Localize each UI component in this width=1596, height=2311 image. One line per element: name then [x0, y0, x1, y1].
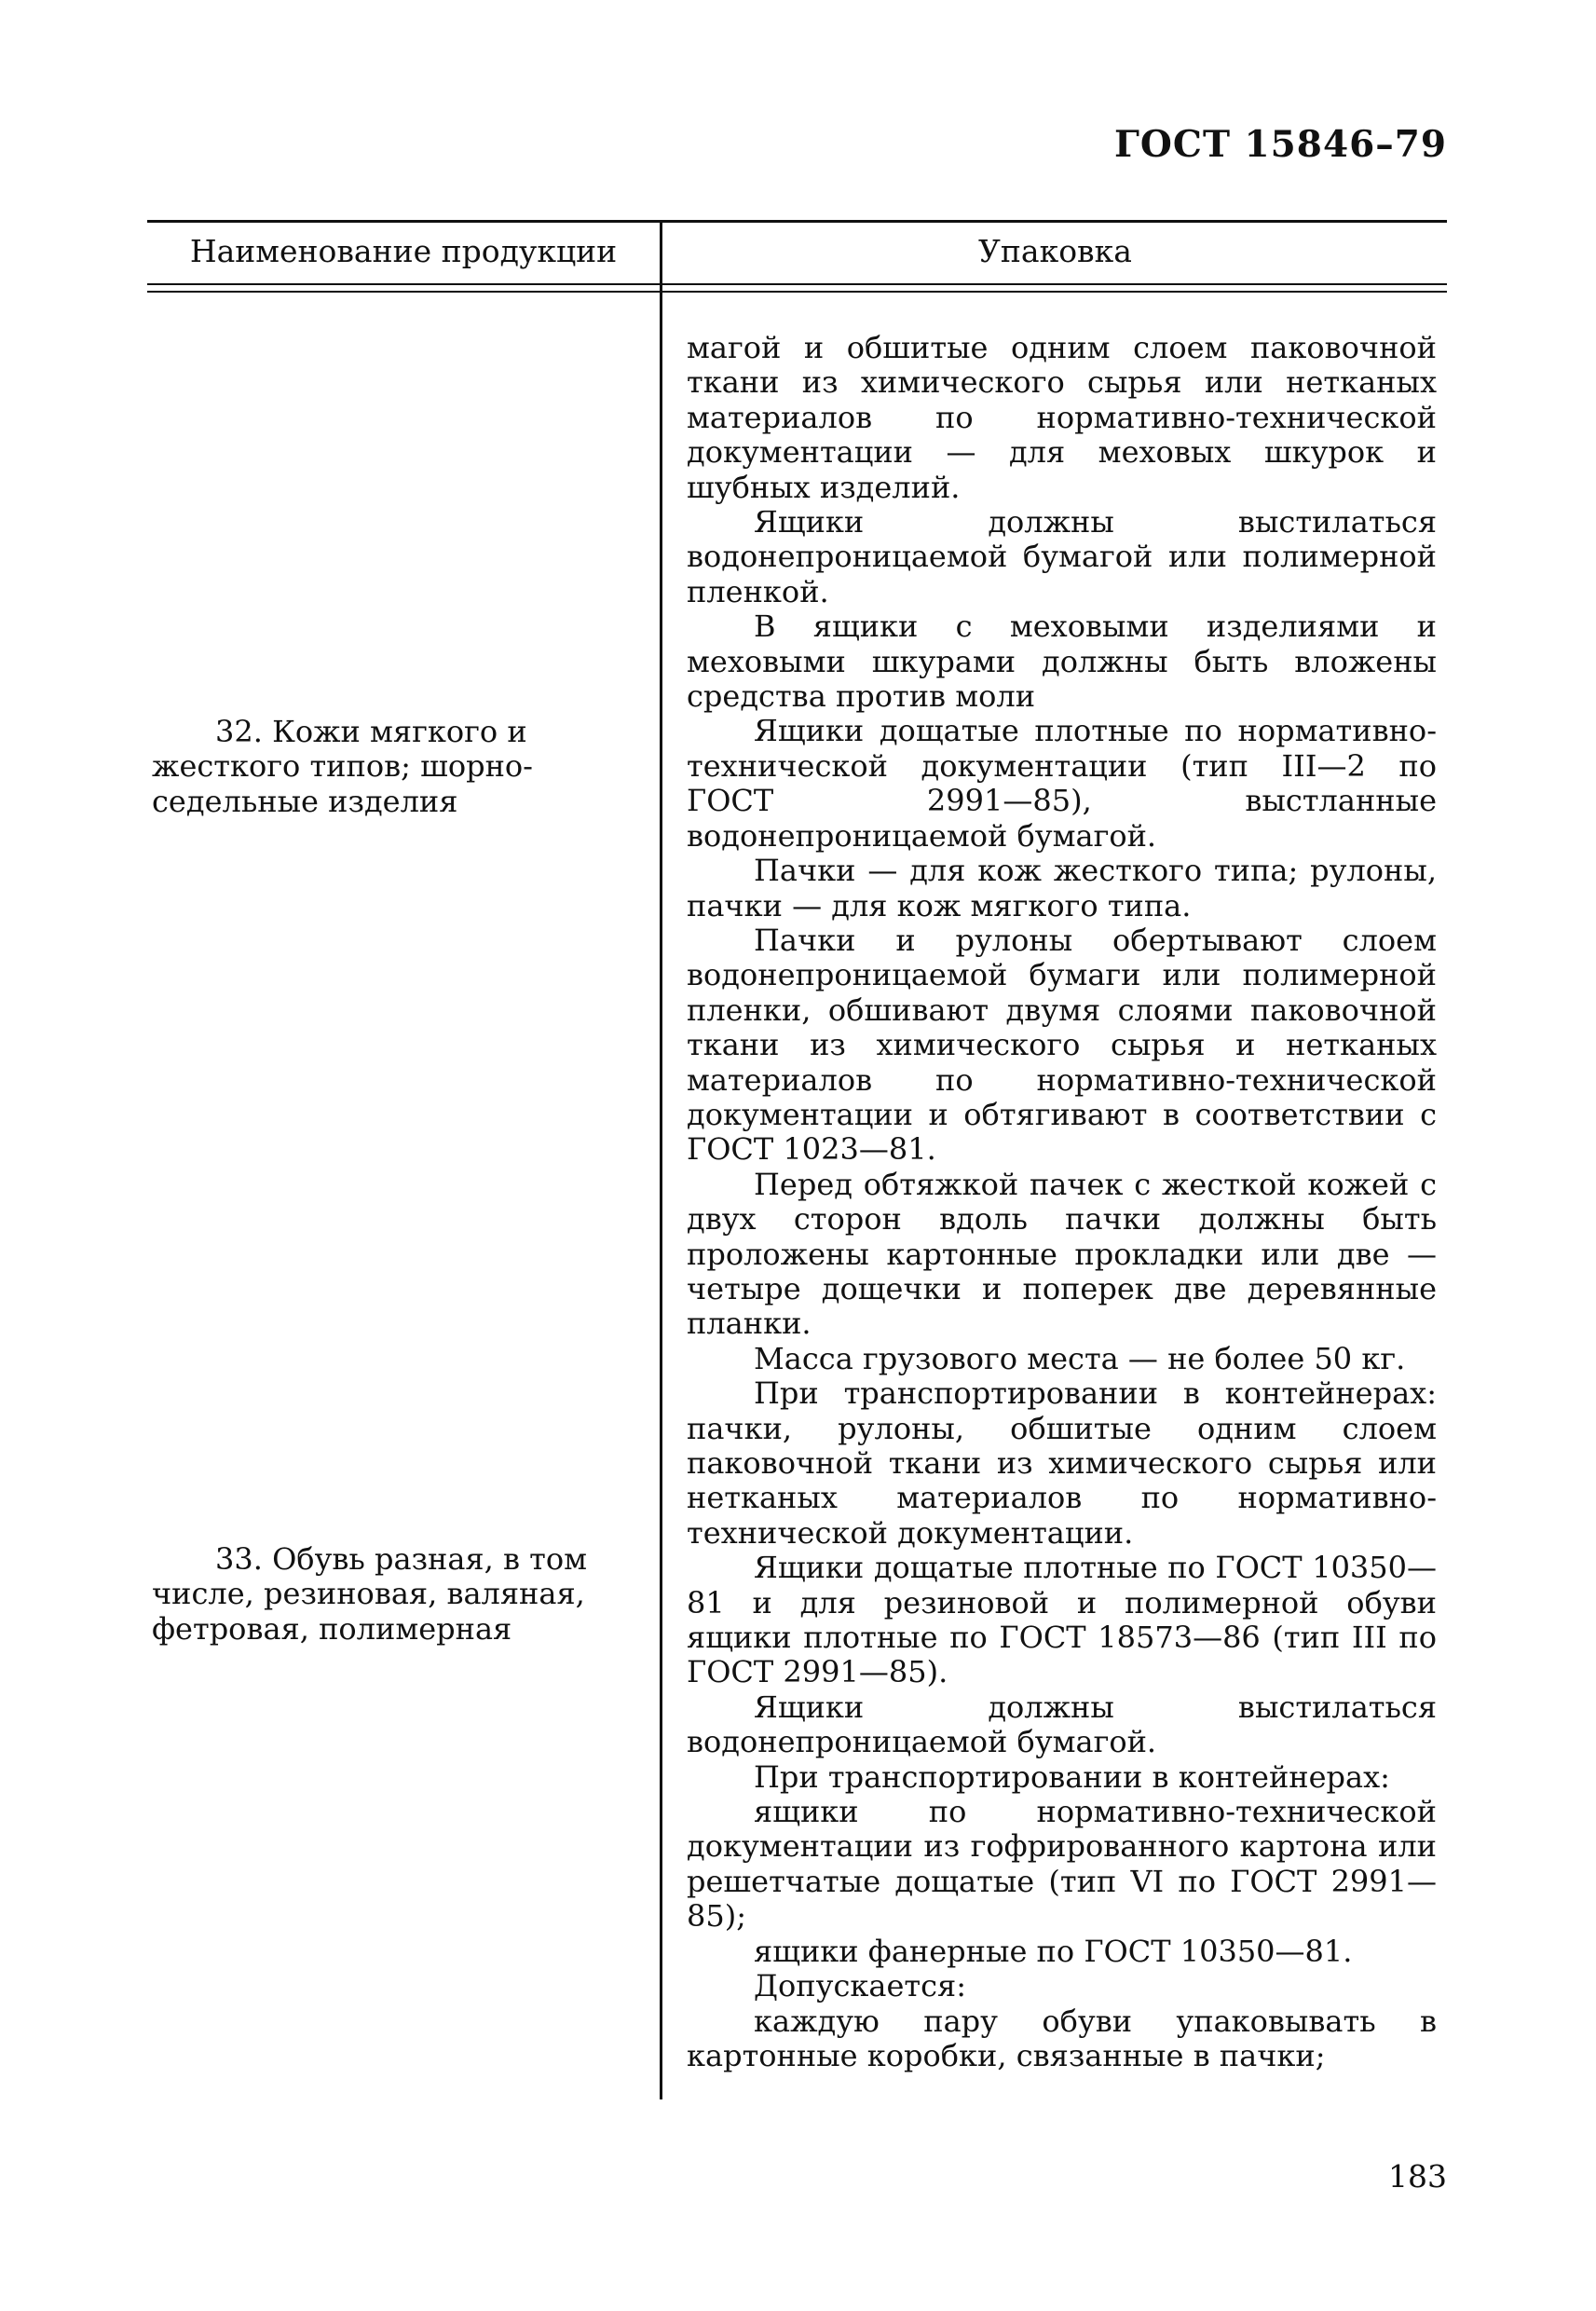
packaging-paragraph: Ящики дощатые плотные по ГОСТ 10350—81 и для резиновой и полимерной обуви ящики плотные по ГОСТ 18573—86 (тип III по ГОСТ 2991—85).	[687, 1550, 1437, 1690]
packaging-paragraph: Ящики должны выстилаться водонепроницаемой бумагой или полимерной пленкой.	[687, 504, 1437, 609]
column-header-packaging: Упаковка	[978, 233, 1132, 269]
product-name-33: 33. Обувь разная, в том числе, резиновая, валяная, фетровая, полимерная	[152, 1541, 587, 1647]
column-divider	[660, 220, 662, 2099]
packaging-paragraph: Перед обтяжкой пачек с жесткой кожей с двух сторон вдоль пачки должны быть проложены картонные прокладки или две — четыре дощечки и поперек две деревянные планки.	[687, 1166, 1437, 1342]
table-top-rule	[147, 220, 1447, 223]
packaging-paragraph: каждую пару обуви упаковывать в картонные коробки, связанные в пачки;	[687, 2003, 1437, 2073]
packaging-paragraph: Масса грузового места — не более 50 кг.	[754, 1340, 1406, 1376]
packaging-paragraph: Ящики дощатые плотные по нормативно-технической документации (тип III—2 по ГОСТ 2991—85), выстланные водонепроницаемой бумагой.	[687, 713, 1437, 854]
product-name-32: 32. Кожи мягкого и жесткого типов; шорно-седельные изделия	[152, 714, 533, 819]
header-double-rule	[147, 283, 1447, 293]
packaging-paragraph: ящики по нормативно-технической документации из гофрированного картона или решетчатые дощатые (тип VI по ГОСТ 2991—85);	[687, 1794, 1437, 1935]
packaging-column	[687, 331, 1437, 2073]
standard-header: ГОСТ 15846–79	[1114, 123, 1447, 166]
packaging-paragraph: Допускается:	[754, 1968, 966, 2004]
packaging-paragraph: Пачки — для кож жесткого типа; рулоны, пачки — для кож мягкого типа.	[687, 853, 1437, 923]
packaging-paragraph: При транспортировании в контейнерах: пачки, рулоны, обшитые одним слоем паковочной ткани из химического сырья или нетканых материалов по нормативно-технической документации.	[687, 1375, 1437, 1551]
packaging-paragraph: магой и обшитые одним слоем паковочной ткани из химического сырья или нетканых материалов по нормативно-технической документации — для меховых шкурок и шубных изделий.	[687, 330, 1437, 505]
packaging-paragraph: При транспортировании в контейнерах:	[754, 1758, 1390, 1795]
column-header-product: Наименование продукции	[189, 233, 618, 269]
packaging-paragraph: Ящики должны выстилаться водонепроницаемой бумагой.	[687, 1689, 1437, 1760]
page-number: 183	[1388, 2158, 1447, 2195]
packaging-paragraph: В ящики с меховыми изделиями и меховыми шкурами должны быть вложены средства против моли	[687, 609, 1437, 715]
packaging-paragraph: Пачки и рулоны обертывают слоем водонепроницаемой бумаги или полимерной пленки, обшивают двумя слоями паковочной ткани из химического сырья и нетканых материалов по нормативно-технической документации и обтягивают в соответствии с ГОСТ 1023—81.	[687, 922, 1437, 1168]
packaging-paragraph: ящики фанерные по ГОСТ 10350—81.	[754, 1933, 1353, 1969]
